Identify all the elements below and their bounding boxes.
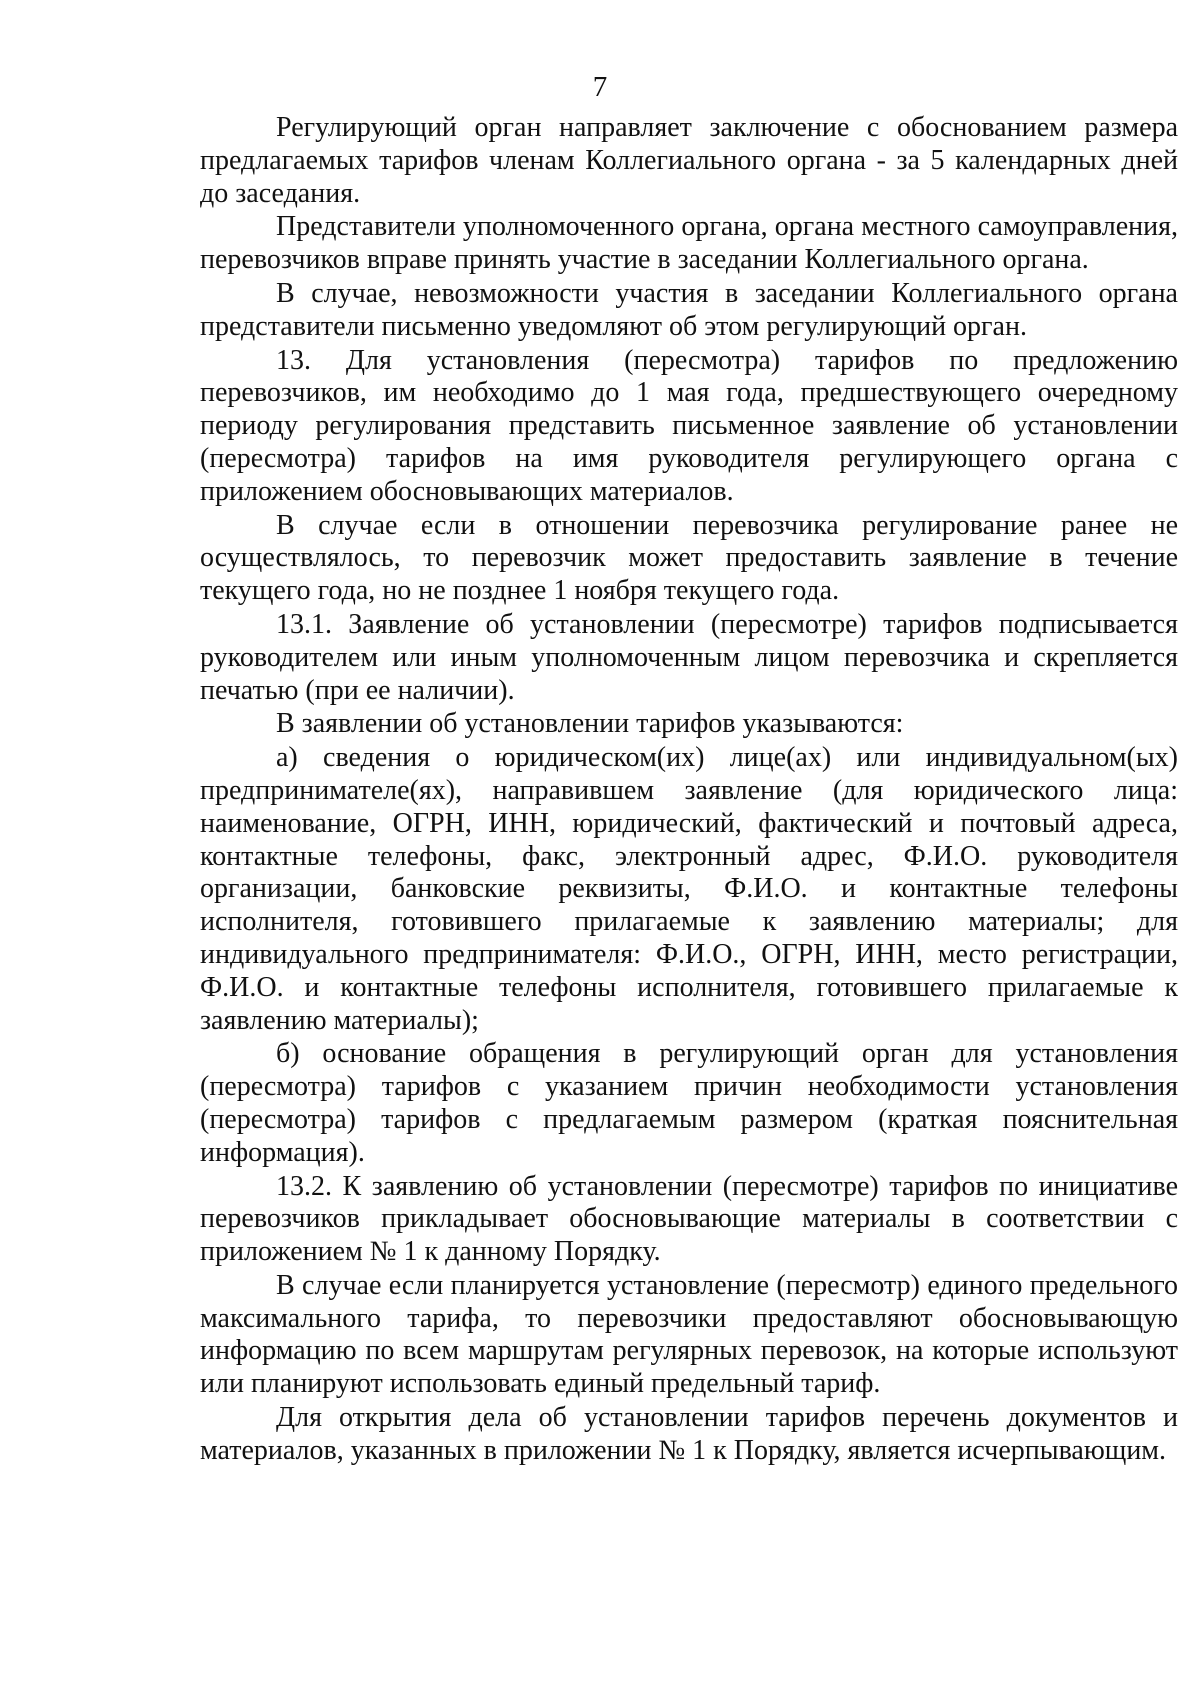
paragraph-section-13: 13. Для установления (пересмотра) тарифов по предложению перевозчиков, им необходимо до 1 мая года, предшествующего очередному периоду регулирования представить письменное заявление об установлении (пересмотра) тарифов на имя руководителя регулирующего органа с приложением обосновывающих материалов. xyxy=(200,344,1178,507)
paragraph-participation-notice: В случае, невозможности участия в заседании Коллегиального органа представители письменно уведомляют об этом регулирующий орган. xyxy=(200,277,1178,342)
paragraph-section-13-1: 13.1. Заявление об установлении (пересмотре) тарифов подписывается руководителем или иным уполномоченным лицом перевозчика и скрепляется печатью (при ее наличии). xyxy=(200,608,1178,706)
paragraph-exhaustive-list: Для открытия дела об установлении тарифов перечень документов и материалов, указанных в приложении № 1 к Порядку, является исчерпывающим. xyxy=(200,1402,1178,1466)
paragraph-new-carrier: В случае если в отношении перевозчика регулирование ранее не осуществлялось, то перевозчик может предоставить заявление в течение текущего года, но не позднее 1 ноября текущего года. xyxy=(200,509,1178,607)
paragraph-section-13-2: 13.2. К заявлению об установлении (пересмотре) тарифов по инициативе перевозчиков прикладывает обосновывающие материалы в соответствии с приложением № 1 к данному Порядку. xyxy=(200,1170,1178,1268)
paragraph-application-contents-heading: В заявлении об установлении тарифов указываются: xyxy=(276,708,904,740)
page-number: 7 xyxy=(592,71,608,103)
paragraph-item-b: б) основание обращения в регулирующий орган для установления (пересмотра) тарифов с указанием причин необходимости установления (пересмотра) тарифов с предлагаемым размером (краткая пояснительная информация). xyxy=(200,1038,1178,1168)
paragraph-conclusion-delivery: Регулирующий орган направляет заключение с обоснованием размера предлагаемых тарифов членам Коллегиального органа - за 5 календарных дней до заседания. xyxy=(200,112,1178,209)
paragraph-participation-right: Представители уполномоченного органа, органа местного самоуправления, перевозчиков вправе принять участие в заседании Коллегиального органа. xyxy=(200,211,1178,276)
paragraph-item-a: а) сведения о юридическом(их) лице(ах) или индивидуальном(ых) предпринимателе(ях), направившем заявление (для юридического лица: наименование, ОГРН, ИНН, юридический, фактический и почтовый адреса, контактные телефоны, факс, электронный адрес, Ф.И.О. руководителя организации, банковские реквизиты, Ф.И.О. и контактные телефоны исполнителя, готовившего прилагаемые к заявлению материалы; для индивидуального предпринимателя: Ф.И.О., ОГРН, ИНН, место регистрации, Ф.И.О. и контактные телефоны исполнителя, готовившего прилагаемые к заявлению материалы); xyxy=(200,742,1178,1036)
document-body xyxy=(200,112,1178,1468)
paragraph-single-tariff: В случае если планируется установление (пересмотр) единого предельного максимального тарифа, то перевозчики предоставляют обосновывающую информацию по всем маршрутам регулярных перевозок, на которые используют или планируют использовать единый предельный тариф. xyxy=(200,1269,1178,1400)
